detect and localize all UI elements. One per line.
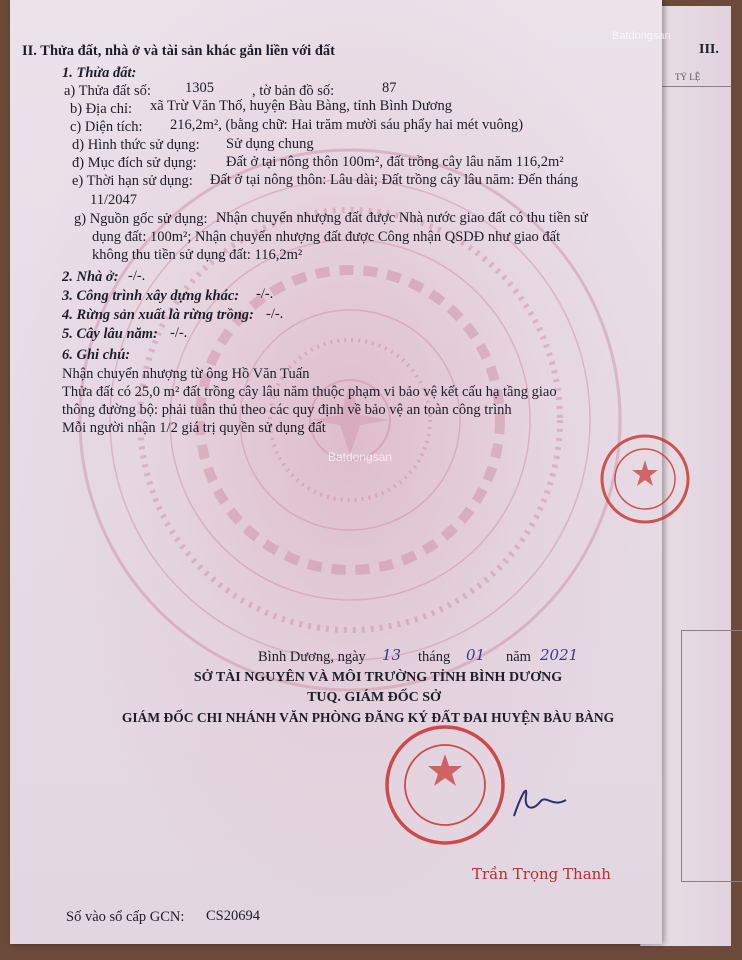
house-value: -/-. bbox=[128, 268, 146, 284]
signer-title: GIÁM ĐỐC CHI NHÁNH VĂN PHÒNG ĐĂNG KÝ ĐẤT ĐAI HUYỆN BÀU BÀNG bbox=[121, 710, 615, 725]
planted-forest-value: -/-. bbox=[266, 306, 284, 322]
perennial-trees-value: -/-. bbox=[170, 325, 188, 341]
right-page-rule bbox=[661, 86, 731, 87]
map-sheet-value: 87 bbox=[382, 80, 397, 96]
watermark-center: Batdongsan bbox=[328, 450, 393, 464]
right-page-table bbox=[681, 630, 742, 882]
red-seal-top bbox=[598, 432, 692, 526]
date-year-label: năm bbox=[506, 649, 531, 665]
date-month-label: tháng bbox=[418, 649, 451, 665]
usage-origin-value-3: không thu tiền sử dụng đất: 116,2m² bbox=[92, 247, 303, 263]
notes-line: Thửa đất có 25,0 m² đất trồng cây lâu năm thuộc phạm vi bảo vệ kết cấu hạ tầng giao bbox=[62, 384, 557, 400]
usage-term-label: e) Thời hạn sử dụng: bbox=[72, 173, 193, 189]
date-year: 2021 bbox=[540, 646, 579, 664]
date-day: 13 bbox=[382, 646, 402, 664]
notes-label: 6. Ghi chú: bbox=[62, 347, 131, 363]
usage-origin-label: g) Nguồn gốc sử dụng: bbox=[74, 211, 208, 227]
house-label: 2. Nhà ở: bbox=[62, 269, 119, 285]
notes-line: thông đường bộ: phải tuân thủ theo các quy định về bảo vệ an toàn công trình bbox=[62, 402, 512, 418]
section-title: II. Thửa đất, nhà ở và tài sản khác gắn liền với đất bbox=[22, 43, 335, 59]
usage-term-value: Đất ở tại nông thôn: Lâu dài; Đất trồng cây lâu năm: Đến tháng bbox=[210, 172, 579, 188]
right-page-section-number: III. bbox=[699, 42, 719, 57]
notes-line: Mỗi người nhận 1/2 giá trị quyền sử dụng đất bbox=[62, 420, 326, 436]
date-place-label: Bình Dương, ngày bbox=[258, 649, 366, 665]
registry-number-label: Số vào sổ cấp GCN: bbox=[66, 909, 185, 925]
address-value: xã Trừ Văn Thố, huyện Bàu Bàng, tỉnh Bình Dương bbox=[150, 98, 452, 114]
usage-origin-value: Nhận chuyển nhượng đất được Nhà nước giao đất có thu tiền sử bbox=[216, 210, 588, 226]
signer-name: Trần Trọng Thanh bbox=[472, 865, 611, 883]
address-label: b) Địa chỉ: bbox=[70, 101, 133, 117]
handwritten-signature bbox=[506, 778, 576, 828]
red-seal-bottom bbox=[380, 720, 510, 850]
certificate-page bbox=[10, 0, 671, 944]
parcel-number-value: 1305 bbox=[185, 80, 214, 96]
usage-form-value: Sử dụng chung bbox=[226, 136, 314, 152]
usage-purpose-value: Đất ở tại nông thôn 100m², đất trồng cây lâu năm 116,2m² bbox=[226, 154, 564, 170]
area-value: 216,2m², (bằng chữ: Hai trăm mười sáu phẩy hai mét vuông) bbox=[170, 117, 524, 133]
watermark-top: Batdongsan bbox=[612, 30, 671, 42]
usage-origin-value-2: dụng đất: 100m²; Nhận chuyển nhượng đất được Công nhận QSDĐ như giao đất bbox=[92, 229, 561, 245]
notes-line: Nhận chuyển nhượng từ ông Hồ Văn Tuấn bbox=[62, 366, 310, 382]
map-sheet-label: , tờ bản đồ số: bbox=[252, 83, 335, 99]
land-heading: 1. Thửa đất: bbox=[62, 65, 137, 81]
usage-form-label: d) Hình thức sử dụng: bbox=[72, 137, 200, 153]
parcel-number-label: a) Thửa đất số: bbox=[64, 83, 151, 99]
usage-term-value-2: 11/2047 bbox=[90, 192, 137, 208]
area-label: c) Diện tích: bbox=[70, 119, 143, 135]
planted-forest-label: 4. Rừng sản xuất là rừng trồng: bbox=[62, 307, 254, 323]
date-month: 01 bbox=[466, 646, 486, 664]
issuing-organization: SỞ TÀI NGUYÊN VÀ MÔI TRƯỜNG TỈNH BÌNH DƯƠNG bbox=[193, 670, 563, 685]
other-construction-label: 3. Công trình xây dựng khác: bbox=[62, 288, 240, 304]
authorization-line: TUQ. GIÁM ĐỐC SỞ bbox=[307, 690, 441, 705]
usage-purpose-label: đ) Mục đích sử dụng: bbox=[72, 155, 197, 171]
registry-number-value: CS20694 bbox=[206, 908, 260, 924]
right-page-scale-label: TỶ LỆ bbox=[675, 72, 701, 82]
other-construction-value: -/-. bbox=[256, 286, 274, 302]
perennial-trees-label: 5. Cây lâu năm: bbox=[62, 326, 158, 342]
